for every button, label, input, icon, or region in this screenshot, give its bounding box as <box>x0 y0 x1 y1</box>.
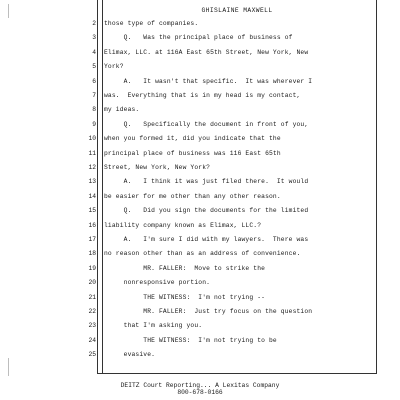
page-header: GHISLAINE MAXWELL <box>201 7 273 14</box>
transcript-line: be easier for me other than any other reason. <box>104 192 281 200</box>
line-number: 10 <box>88 135 96 143</box>
line-number: 8 <box>92 106 96 114</box>
line-number: 9 <box>92 120 96 128</box>
transcript-line: principal place of business was 116 East 65th <box>104 149 281 157</box>
transcript-line: nonresponsive portion. <box>104 279 211 287</box>
transcript-line: MR. FALLER: Move to strike the <box>104 264 266 272</box>
transcript-line: MR. FALLER: Just try focus on the question <box>104 308 313 315</box>
transcript-line: evasive. <box>104 351 156 359</box>
transcript-line: York? <box>104 63 124 71</box>
transcript-line: those type of companies. <box>104 20 199 27</box>
transcript-line: THE WITNESS: I'm not trying to be <box>104 336 277 344</box>
line-number: 2 <box>92 20 96 27</box>
line-number: 15 <box>88 207 96 215</box>
transcript-line: Q. Did you sign the documents for the limited <box>104 207 309 215</box>
transcript-line: A. It wasn't that specific. It was wherever I <box>104 77 313 85</box>
line-number: 16 <box>88 221 96 229</box>
line-number: 4 <box>92 48 96 56</box>
line-number: 22 <box>88 308 96 315</box>
transcript-line: THE WITNESS: I'm not trying -- <box>104 293 266 301</box>
transcript-line: Q. Specifically the document in front of you, <box>104 120 309 128</box>
line-number: 12 <box>88 164 96 171</box>
line-number: 21 <box>88 293 96 301</box>
transcript-line: when you formed it, did you indicate that the <box>104 135 281 143</box>
line-number-column <box>80 0 96 374</box>
transcript-line: Elimax, LLC. at 116A East 65th Street, New York, New <box>104 48 309 56</box>
footer-phone: 800-678-0166 <box>177 389 223 396</box>
line-number: 14 <box>88 192 96 200</box>
transcript-line: my ideas. <box>104 106 140 114</box>
transcript-line: Street, New York, New York? <box>104 164 211 171</box>
inner-margin-rule <box>102 0 103 373</box>
transcript-line: A. I'm sure I did with my lawyers. There was <box>104 236 309 243</box>
line-number: 25 <box>88 351 96 359</box>
line-number: 23 <box>88 322 96 330</box>
transcript-line: no reason other than as an address of convenience. <box>104 250 301 258</box>
margin-mark-top <box>8 4 9 18</box>
margin-mark-bottom <box>8 358 9 376</box>
line-number: 5 <box>92 63 96 71</box>
line-number: 18 <box>88 250 96 258</box>
line-number: 3 <box>92 34 96 42</box>
line-number: 17 <box>88 236 96 243</box>
line-number: 13 <box>88 178 96 186</box>
line-number: 6 <box>92 77 96 85</box>
transcript-line: that I'm asking you. <box>104 322 203 330</box>
line-number: 7 <box>92 92 96 99</box>
transcript-line: Q. Was the principal place of business of <box>104 34 293 42</box>
line-number: 24 <box>88 336 96 344</box>
transcript-line: A. I think it was just filed there. It would <box>104 178 309 186</box>
line-number: 11 <box>88 149 96 157</box>
line-number: 19 <box>88 264 96 272</box>
transcript-line: was. Everything that is in my head is my contact, <box>104 92 301 99</box>
transcript-line: liability company known as Elimax, LLC.? <box>104 221 262 229</box>
transcript-lines <box>104 0 374 374</box>
line-number: 20 <box>88 279 96 287</box>
footer-company: DEITZ Court Reporting... A Lexitas Company <box>120 382 280 389</box>
